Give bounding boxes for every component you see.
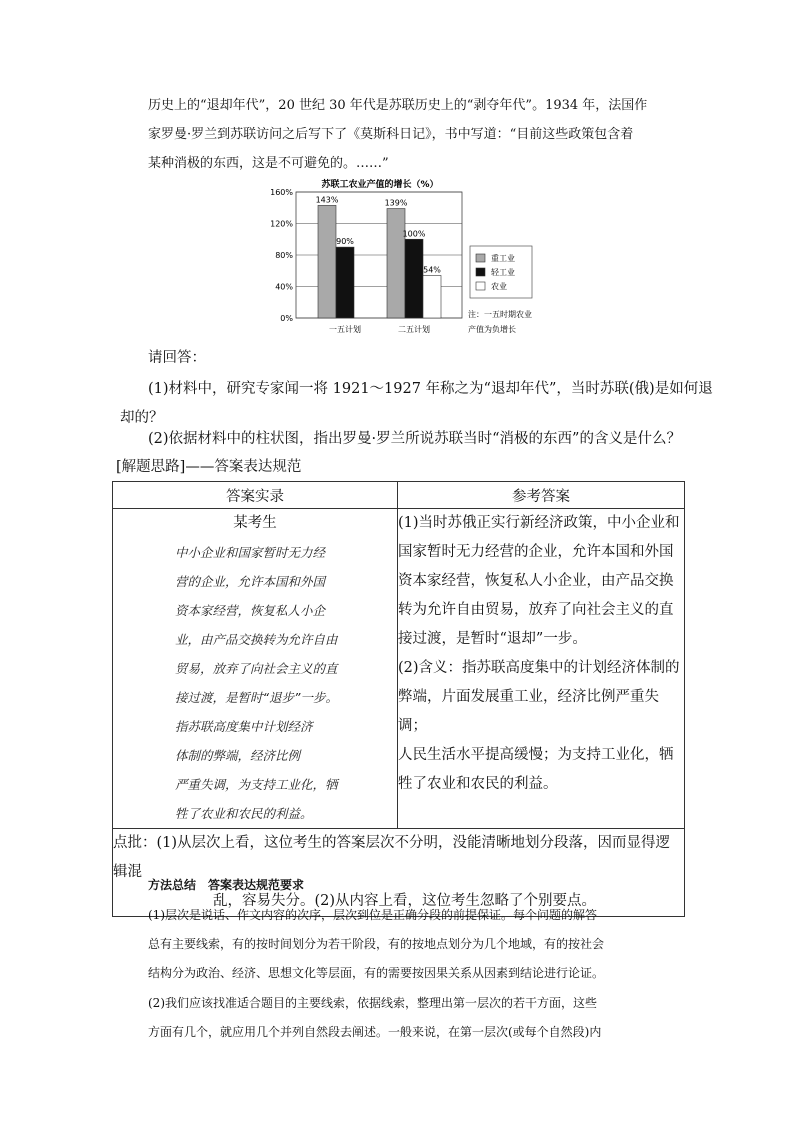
student-answer-cell [113,509,398,829]
bar [318,205,336,318]
legend-swatch [476,282,485,290]
question-2: (2)依据材料中的柱状图，指出罗曼·罗兰所说苏联当时“消极的东西”的含义是什么？ [148,431,681,447]
handwriting-line: 严重失调，为支持工业化，牺 [175,777,338,792]
data-label: 143% [315,195,339,205]
reference-line: 弊端，片面发展重工业，经济比例严重失调； [398,689,659,734]
bar [387,209,405,318]
answer-table [112,481,685,917]
intro-line-2: 家罗曼·罗兰到苏联访问之后写下了《莫斯科日记》，书中写道：“目前这些政策包含着 [148,127,634,142]
y-tick-label: 0% [280,314,293,323]
handwriting-line: 接过渡，是暂时“退步”一步。 [175,690,338,705]
handwriting-line: 体制的弊端，经济比例 [175,748,301,763]
data-label: 90% [336,237,354,247]
question-1-line-1: (1)材料中，研究专家闻一将 1921～1927 年称之为“退却年代”，当时苏联(俄)是如何退 [148,381,713,397]
reference-line: (2)含义：指苏联高度集中的计划经济体制的 [398,660,680,676]
reference-line: 转为允许自由贸易，放弃了向社会主义的直 [398,602,674,618]
legend-label: 农业 [491,282,507,291]
table-body-row [113,509,685,829]
handwriting-line: 指苏联高度集中计划经济 [175,719,313,734]
y-tick-label: 160% [270,188,293,197]
x-tick-label: 二五计划 [398,325,430,334]
reference-line: 人民生活水平提高缓慢；为支持工业化，牺 [398,747,674,763]
reference-line: (1)当时苏俄正实行新经济政策，中小企业和 [398,515,680,531]
handwriting-line: 贸易，放弃了向社会主义的直 [175,661,338,676]
student-label: 某考生 [233,515,277,531]
table-header-row [113,482,685,509]
y-tick-label: 80% [275,251,293,260]
reference-answer-cell [398,509,685,829]
handwriting-line: 营的企业，允许本国和外国 [175,574,326,589]
reference-line: 国家暂时无力经营的企业，允许本国和外国 [398,544,674,560]
method-line-1: (1)层次是说话、作文内容的次序，层次到位是正确分段的前提保证。每个问题的解答 [148,908,598,922]
data-label: 54% [423,265,441,275]
bar-chart [262,178,562,343]
handwriting-line: 牲了农业和农民的利益。 [175,806,313,821]
bar [336,247,354,318]
method-line-4: (2)我们应该找准适合题目的主要线索，依据线索，整理出第一层次的若干方面，这些 [148,996,598,1010]
data-label: 139% [384,198,408,208]
comment-cell [113,829,685,917]
method-line-3: 结构分为政治、经济、思想文化等层面，有的需要按因果关系从因素到结论进行论证。 [148,966,605,980]
col-header-student: 答案实录 [113,482,398,509]
table-comment-row [113,829,685,917]
chart-title: 苏联工农业产值的增长（%） [321,180,439,190]
y-tick-label: 40% [275,282,293,292]
x-tick-label: 一五计划 [329,325,361,334]
handwriting-line: 中小企业和国家暂时无力经 [175,545,326,560]
method-title: 方法总结 答案表达规范要求 [148,878,305,892]
intro-line-3: 某种消极的东西，这是不可避免的。……” [148,156,389,171]
reference-line: 资本家经营，恢复私人小企业，由产品交换 [398,573,674,589]
chart-note-line-2: 产值为负增长 [468,325,516,334]
legend-label: 重工业 [491,254,515,263]
intro-line-1: 历史上的“退却年代”，20 世纪 30 年代是苏联历史上的“剥夺年代”。1934 年，法国作 [148,98,648,113]
question-1-line-2: 却的？ [120,410,164,426]
method-line-5: 方面有几个，就应用几个并列自然段去阐述。一般来说，在第一层次(或每个自然段)内 [148,1025,602,1039]
legend-swatch [476,268,485,276]
y-tick-label: 120% [270,219,293,229]
legend-label: 轻工业 [491,268,515,277]
data-label: 100% [402,229,426,239]
chart-note-line-1: 注：一五时期农业 [468,310,532,319]
reference-line: 牲了农业和农民的利益。 [398,776,558,792]
handwriting-line: 业，由产品交换转为允许自由 [175,632,338,647]
handwriting-line: 资本家经营，恢复私人小企 [175,603,326,618]
comment-line-1: 点批：(1)从层次上看，这位考生的答案层次不分明，没能清晰地划分段落，因而显得逻辑混 [113,835,671,880]
question-prompt: 请回答： [148,350,206,366]
col-header-reference: 参考答案 [398,482,685,509]
reference-line: 接过渡，是暂时“退却”一步。 [398,631,587,647]
handwritten-answer [113,532,397,828]
comment-line-2: 乱，容易失分。(2)从内容上看，这位考生忽略了个别要点。 [213,893,597,909]
bar [423,275,441,318]
method-line-2: 总有主要线索，有的按时间划分为若干阶段，有的按地点划分为几个地域，有的按社会 [148,937,605,951]
legend-swatch [476,254,485,262]
section-label: [解题思路]——答案表达规范 [116,459,302,475]
bar [405,239,423,318]
